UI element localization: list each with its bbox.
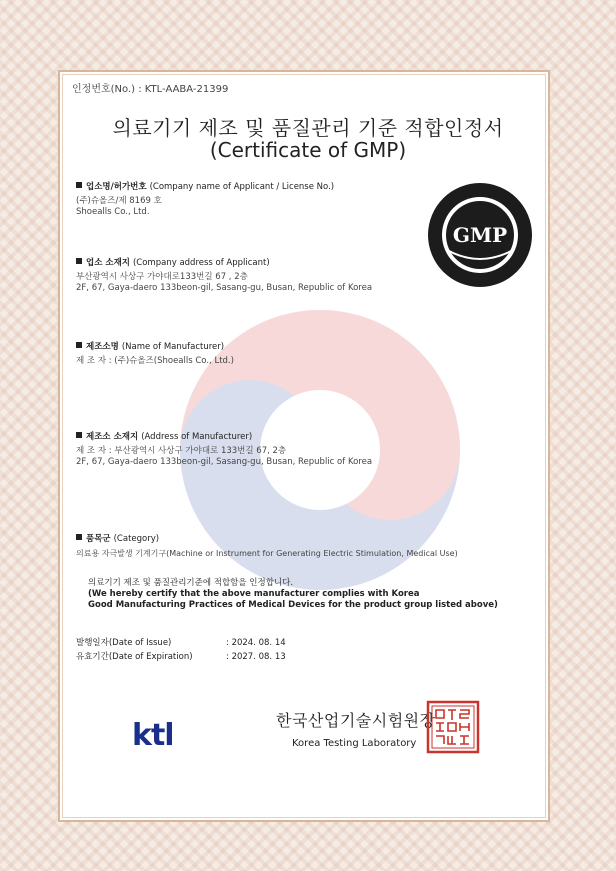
date-of-issue bbox=[76, 636, 286, 648]
certification-en-2: Good Manufacturing Practices of Medical Devices for the product group listed above) bbox=[88, 600, 498, 610]
bullet-square-icon bbox=[76, 534, 82, 540]
applicant-address-ko: 부산광역시 사상구 가야대로133번길 67 , 2층 bbox=[76, 272, 248, 282]
section-manufacturer-address bbox=[76, 430, 372, 468]
official-seal-icon bbox=[426, 700, 480, 754]
section-heading bbox=[76, 340, 234, 352]
heading-ko: 업소 소재지 bbox=[86, 258, 131, 268]
bullet-square-icon bbox=[76, 258, 82, 264]
gmp-badge-text: GMP bbox=[452, 223, 508, 247]
certification-statement bbox=[88, 578, 498, 611]
organization-name-ko: 한국산업기술시험원장 bbox=[276, 711, 436, 730]
heading-en: (Company address of Applicant) bbox=[132, 258, 270, 268]
heading-en: (Category) bbox=[113, 534, 160, 544]
heading-ko: 업소명/허가번호 bbox=[86, 182, 147, 192]
heading-en: (Name of Manufacturer) bbox=[121, 342, 225, 352]
section-category bbox=[76, 532, 458, 559]
section-heading bbox=[76, 532, 458, 544]
applicant-name-en: Shoealls Co., Ltd. bbox=[76, 207, 150, 217]
title-korean: 의료기기 제조 및 품질관리 기준 적합인정서 bbox=[112, 116, 504, 140]
heading-en: (Address of Manufacturer) bbox=[141, 432, 253, 442]
expiry-label: 유효기간(Date of Expiration) bbox=[76, 652, 193, 662]
manufacturer-name: 제 조 자 : (주)슈올즈(Shoealls Co., Ltd.) bbox=[76, 356, 234, 366]
title-english: (Certificate of GMP) bbox=[209, 138, 407, 162]
organization-name-en: Korea Testing Laboratory bbox=[292, 738, 417, 749]
certificate-number: 인정번호(No.) : KTL-AABA-21399 bbox=[72, 84, 229, 95]
certification-en-1: (We hereby certify that the above manufacturer complies with Korea bbox=[88, 589, 420, 599]
manufacturer-address-en: 2F, 67, Gaya-daero 133beon-gil, Sasang-gu, Busan, Republic of Korea bbox=[76, 457, 373, 467]
issue-label: 발행일자(Date of Issue) bbox=[76, 638, 172, 648]
section-manufacturer bbox=[76, 340, 234, 367]
issue-value: : 2024. 08. 14 bbox=[226, 638, 286, 648]
ktl-logo bbox=[132, 718, 174, 753]
bullet-square-icon bbox=[76, 342, 82, 348]
bullet-square-icon bbox=[76, 432, 82, 438]
section-heading bbox=[76, 180, 334, 192]
heading-ko: 제조소 소재지 bbox=[86, 432, 139, 442]
section-heading bbox=[76, 256, 372, 268]
expiry-value: : 2027. 08. 13 bbox=[226, 652, 286, 662]
bullet-square-icon bbox=[76, 182, 82, 188]
date-of-expiration bbox=[76, 650, 286, 662]
section-applicant bbox=[76, 180, 334, 218]
section-applicant-address bbox=[76, 256, 372, 294]
applicant-address-en: 2F, 67, Gaya-daero 133beon-gil, Sasang-gu, Busan, Republic of Korea bbox=[76, 283, 373, 293]
manufacturer-address-ko: 제 조 자 : 부산광역시 사상구 가야대로 133번길 67, 2층 bbox=[76, 446, 287, 456]
heading-ko: 품목군 bbox=[86, 534, 111, 544]
gmp-badge-icon bbox=[425, 180, 535, 290]
applicant-name: (주)슈올즈/제 8169 호 bbox=[76, 196, 162, 206]
ktl-logo-text: ktl bbox=[132, 718, 174, 753]
category-value: 의료용 자극발생 기계기구(Machine or Instrument for Generating Electric Stimulation, Medical Use) bbox=[76, 549, 458, 558]
section-heading bbox=[76, 430, 372, 442]
certification-ko: 의료기기 제조 및 품질관리기준에 적합함을 인정합니다. bbox=[88, 578, 294, 588]
heading-en: (Company name of Applicant / License No.) bbox=[149, 182, 335, 192]
heading-ko: 제조소명 bbox=[86, 342, 119, 352]
